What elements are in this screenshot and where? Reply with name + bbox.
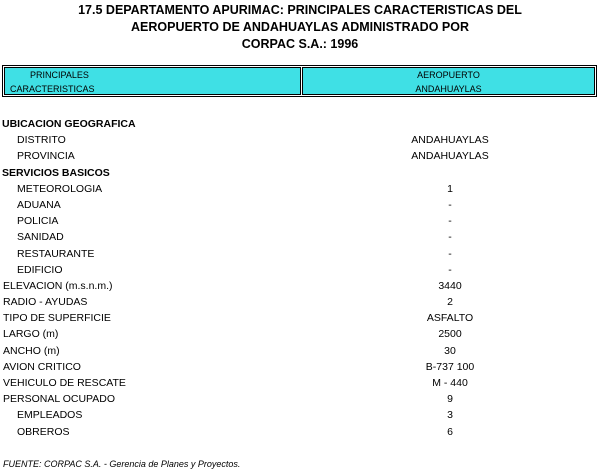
table-row xyxy=(0,262,600,278)
table-row xyxy=(0,181,600,197)
table-row xyxy=(0,407,600,423)
row-value: B-737 100 xyxy=(425,360,475,373)
row-value: ANDAHUAYLAS xyxy=(411,150,489,163)
row-label: LARGO (m) xyxy=(3,328,59,341)
row-label: SANIDAD xyxy=(17,231,64,244)
row-value: 3440 xyxy=(438,279,462,292)
row-label: ANCHO (m) xyxy=(3,344,60,357)
row-value: - xyxy=(448,215,452,228)
row-value: - xyxy=(448,247,452,260)
table-row xyxy=(0,213,600,229)
table-row xyxy=(0,294,600,310)
row-value: 2500 xyxy=(438,328,462,341)
row-label: VEHICULO DE RESCATE xyxy=(3,377,126,389)
row-label: RADIO - AYUDAS xyxy=(3,296,88,309)
row-label: PERSONAL OCUPADO xyxy=(3,393,116,406)
row-label: RESTAURANTE xyxy=(17,247,95,260)
row-value: - xyxy=(448,263,452,276)
header-right-line-1: AEROPUERTO xyxy=(417,70,480,80)
row-value: M - 440 xyxy=(432,377,468,389)
table-row xyxy=(0,424,600,440)
table-row xyxy=(0,132,600,148)
row-label: AVION CRITICO xyxy=(3,360,81,373)
table-row xyxy=(0,197,600,213)
table-row xyxy=(0,278,600,294)
header-right-line-2: ANDAHUAYLAS xyxy=(415,84,482,94)
table-row xyxy=(0,310,600,326)
table-row xyxy=(0,326,600,342)
header-airport xyxy=(302,67,595,95)
row-value: ANDAHUAYLAS xyxy=(411,134,489,147)
row-value: 1 xyxy=(447,182,453,195)
table-row xyxy=(0,391,600,407)
row-value: ASFALTO xyxy=(426,312,474,325)
title-line-1: 17.5 DEPARTAMENTO APURIMAC: PRINCIPALES CARACTERISTICAS DEL xyxy=(78,3,522,17)
table-row xyxy=(0,246,600,262)
row-label: TIPO DE SUPERFICIE xyxy=(3,312,111,325)
table-row xyxy=(0,148,600,164)
row-label: POLICIA xyxy=(17,215,59,228)
title-line-2: AEROPUERTO DE ANDAHUAYLAS ADMINISTRADO POR xyxy=(131,20,469,34)
row-value: - xyxy=(448,231,452,244)
table-row xyxy=(0,116,600,132)
table-row xyxy=(0,343,600,359)
row-value: 2 xyxy=(447,296,453,309)
row-value: 30 xyxy=(444,344,456,357)
document-title xyxy=(0,2,600,53)
title-line-3: CORPAC S.A.: 1996 xyxy=(241,37,359,51)
row-label: DISTRITO xyxy=(17,134,66,147)
header-left-line-1: PRINCIPALES xyxy=(30,70,89,80)
table-row xyxy=(0,229,600,245)
source-note: FUENTE: CORPAC S.A. - Gerencia de Planes y Proyectos. xyxy=(3,459,241,469)
header-left-line-2: CARACTERISTICAS xyxy=(10,84,95,94)
table-row xyxy=(0,375,600,391)
characteristics-table xyxy=(0,116,600,440)
row-label: UBICACION GEOGRAFICA xyxy=(2,118,136,130)
row-label: EMPLEADOS xyxy=(17,409,83,422)
table-row xyxy=(0,359,600,375)
table-header xyxy=(2,65,597,97)
row-label: METEOROLOGIA xyxy=(17,182,103,195)
row-value: - xyxy=(448,198,452,211)
table-row xyxy=(0,165,600,181)
row-label: EDIFICIO xyxy=(17,263,63,276)
header-characteristics xyxy=(4,67,301,95)
row-value: 6 xyxy=(447,425,453,438)
row-label: OBREROS xyxy=(17,425,70,438)
row-label: SERVICIOS BASICOS xyxy=(2,166,110,179)
row-label: PROVINCIA xyxy=(17,150,75,163)
row-label: ADUANA xyxy=(17,198,61,211)
row-value: 9 xyxy=(447,393,453,406)
row-label: ELEVACION (m.s.n.m.) xyxy=(3,279,113,292)
row-value: 3 xyxy=(447,409,453,422)
